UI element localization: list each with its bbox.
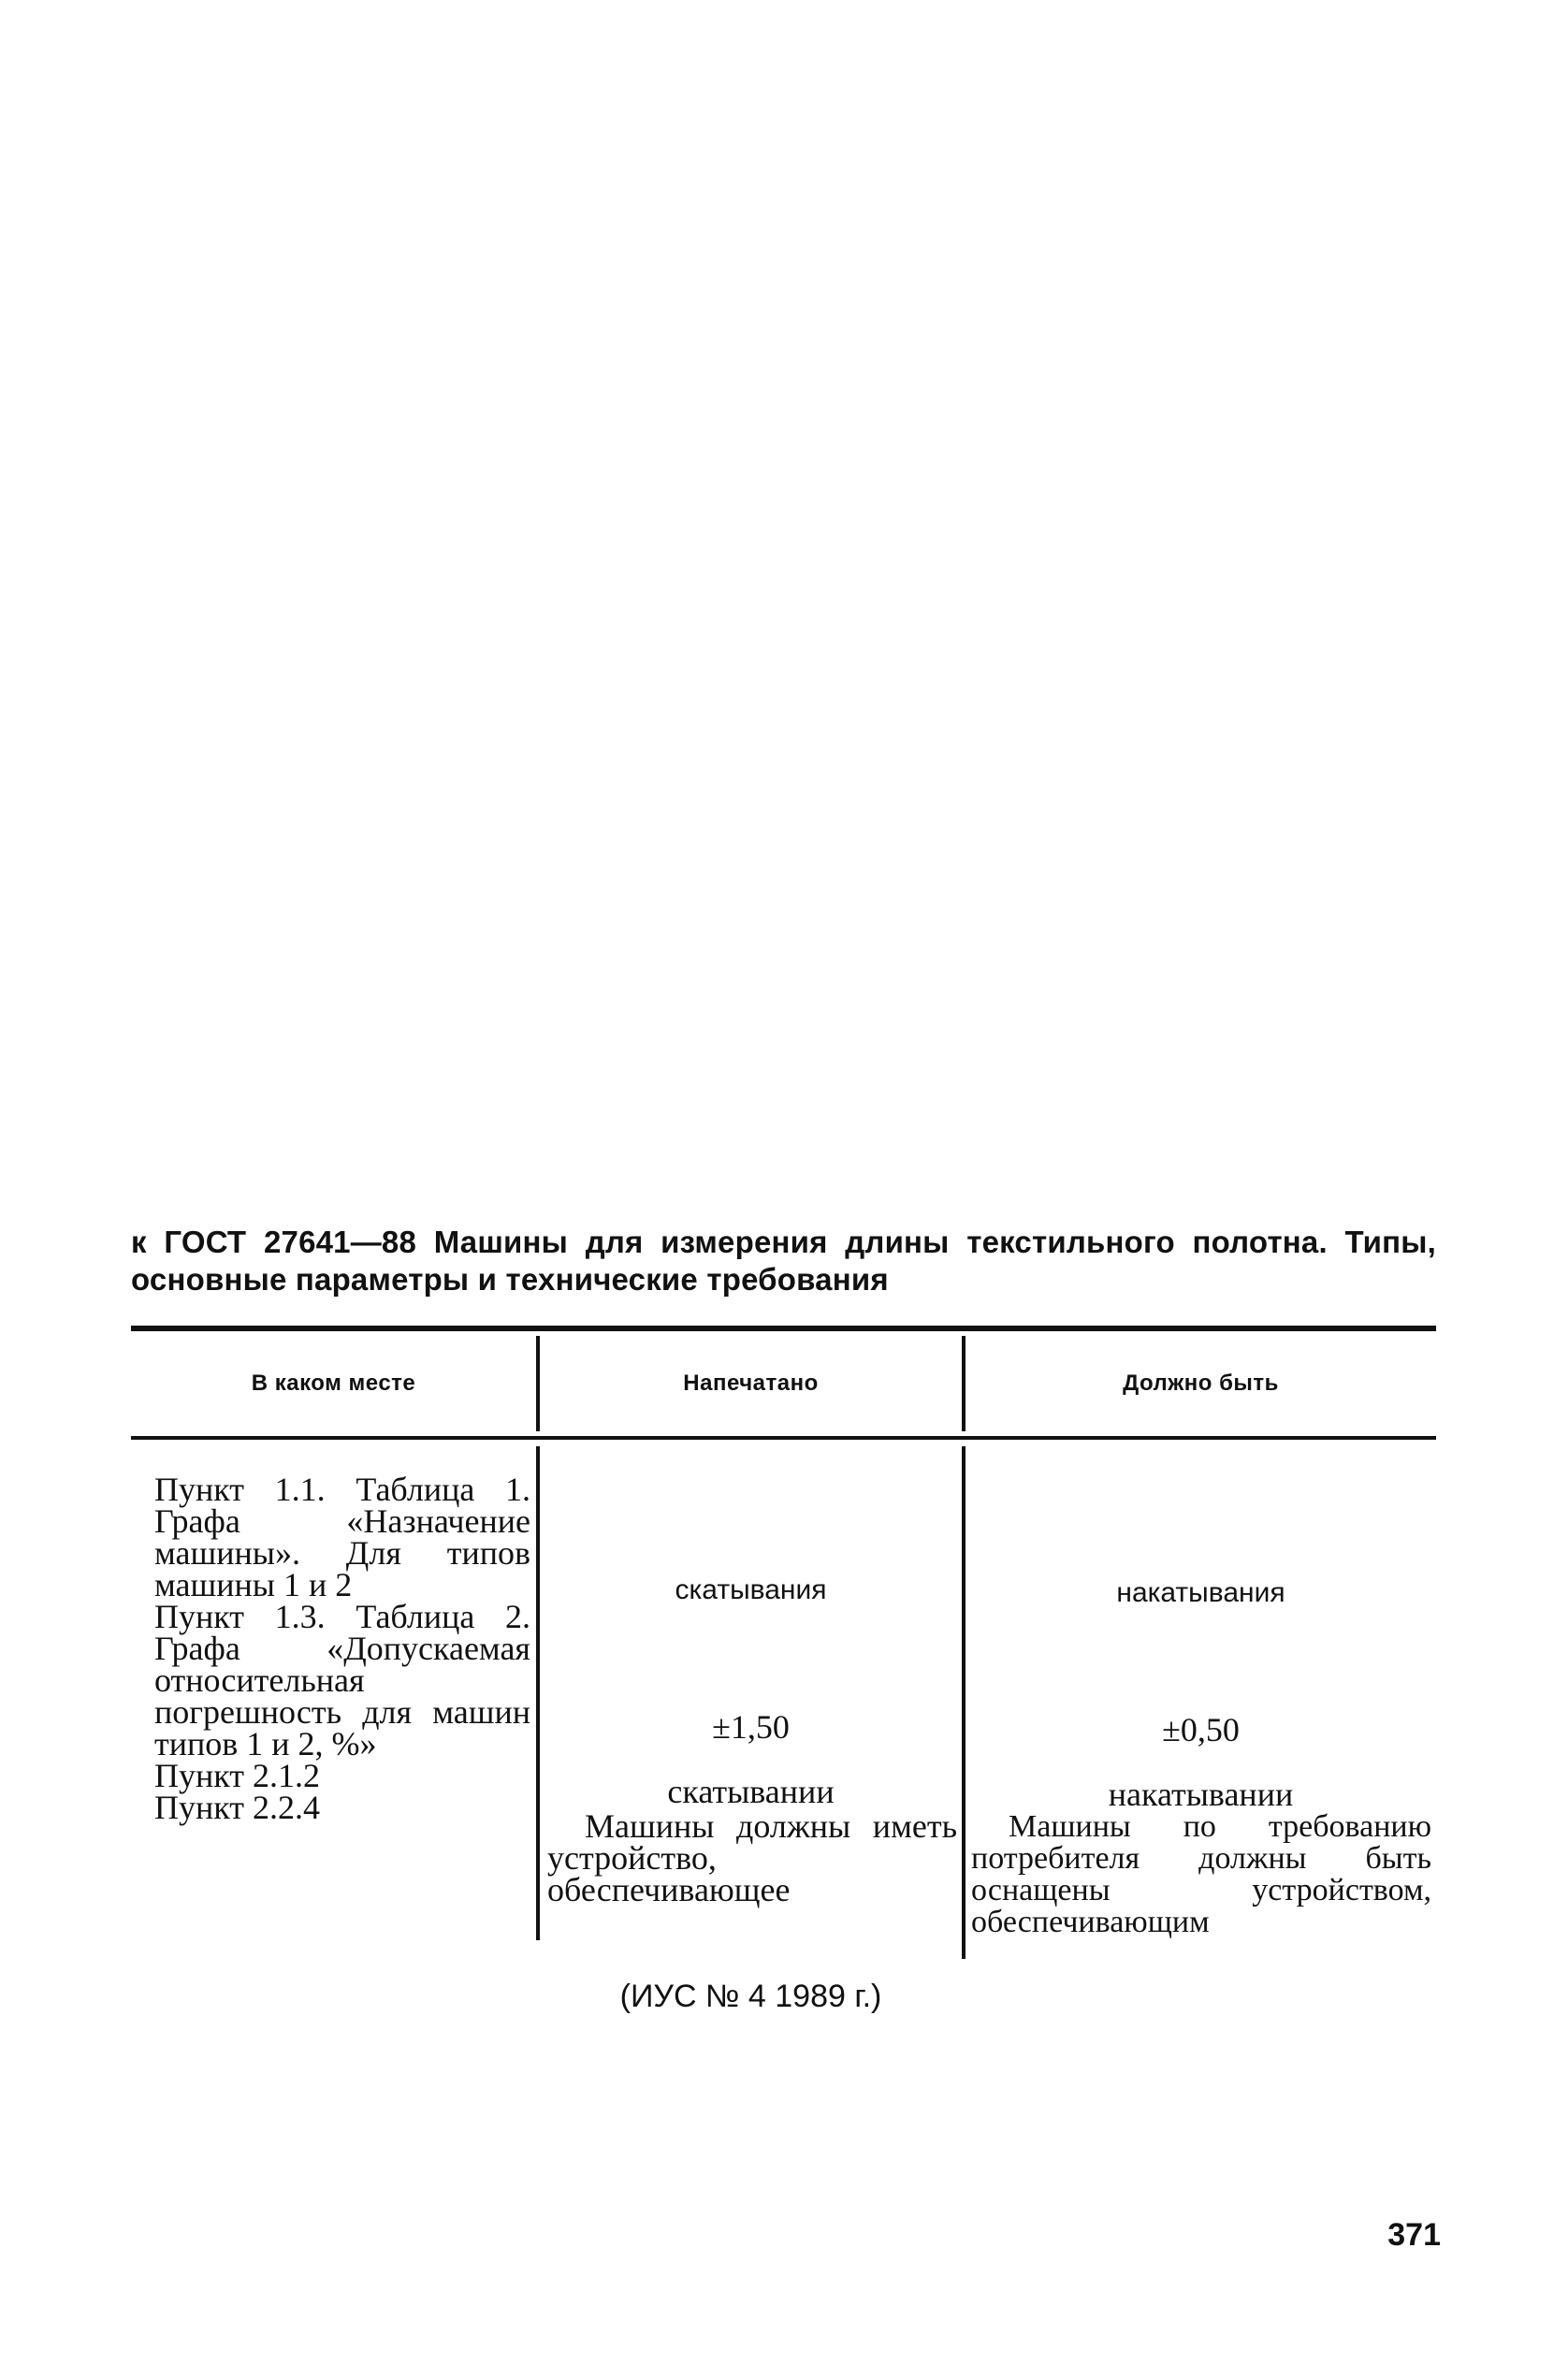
table-cell-should-be: ±0,50 [1162, 1711, 1240, 1748]
place-column [154, 1471, 530, 1826]
table-cell-place: Пункт 1.3. Таблица 2. Графа «Допускаемая относительная погрешность для машин типов 1 и 2, %» [154, 1598, 530, 1762]
table-cell-should-be: Машины по требованию потребителя должны быть оснащены устройством, обеспечивающим [971, 1809, 1431, 1939]
document-header: к ГОСТ 27641—88 Машины для измерения длины текстильного полотна. Типы, основные параметры и технические требования [131, 1225, 1436, 1297]
table-header-rule [131, 1436, 1436, 1440]
table-cell-printed: скатывании [667, 1773, 835, 1810]
table-cell-place: Пункт 2.1.2 [154, 1757, 321, 1794]
page-number: 371 [1387, 2217, 1441, 2253]
column-header-printed: Напечатано [683, 1371, 819, 1396]
column-header-place: В каком месте [251, 1371, 416, 1396]
table-cell-place: Пункт 1.1. Таблица 1. Графа «Назначение машины». Для типов машины 1 и 2 [154, 1471, 530, 1603]
table-cell-should-be: накатывании [1108, 1776, 1294, 1813]
table-top-rule [131, 1326, 1436, 1331]
table-cell-printed: скатывания [675, 1574, 827, 1605]
column-header-should-be: Должно быть [1123, 1371, 1279, 1396]
table-cell-should-be: накатывания [1116, 1577, 1285, 1608]
column-divider [536, 1446, 540, 1940]
table-cell-printed: ±1,50 [712, 1708, 790, 1746]
column-divider [962, 1446, 965, 1959]
table-cell-printed: Машины должны иметь устройство, обеспечивающее [547, 1807, 957, 1908]
source-reference: (ИУС № 4 1989 г.) [619, 1979, 882, 2014]
table-cell-place: Пункт 2.2.4 [154, 1789, 321, 1826]
